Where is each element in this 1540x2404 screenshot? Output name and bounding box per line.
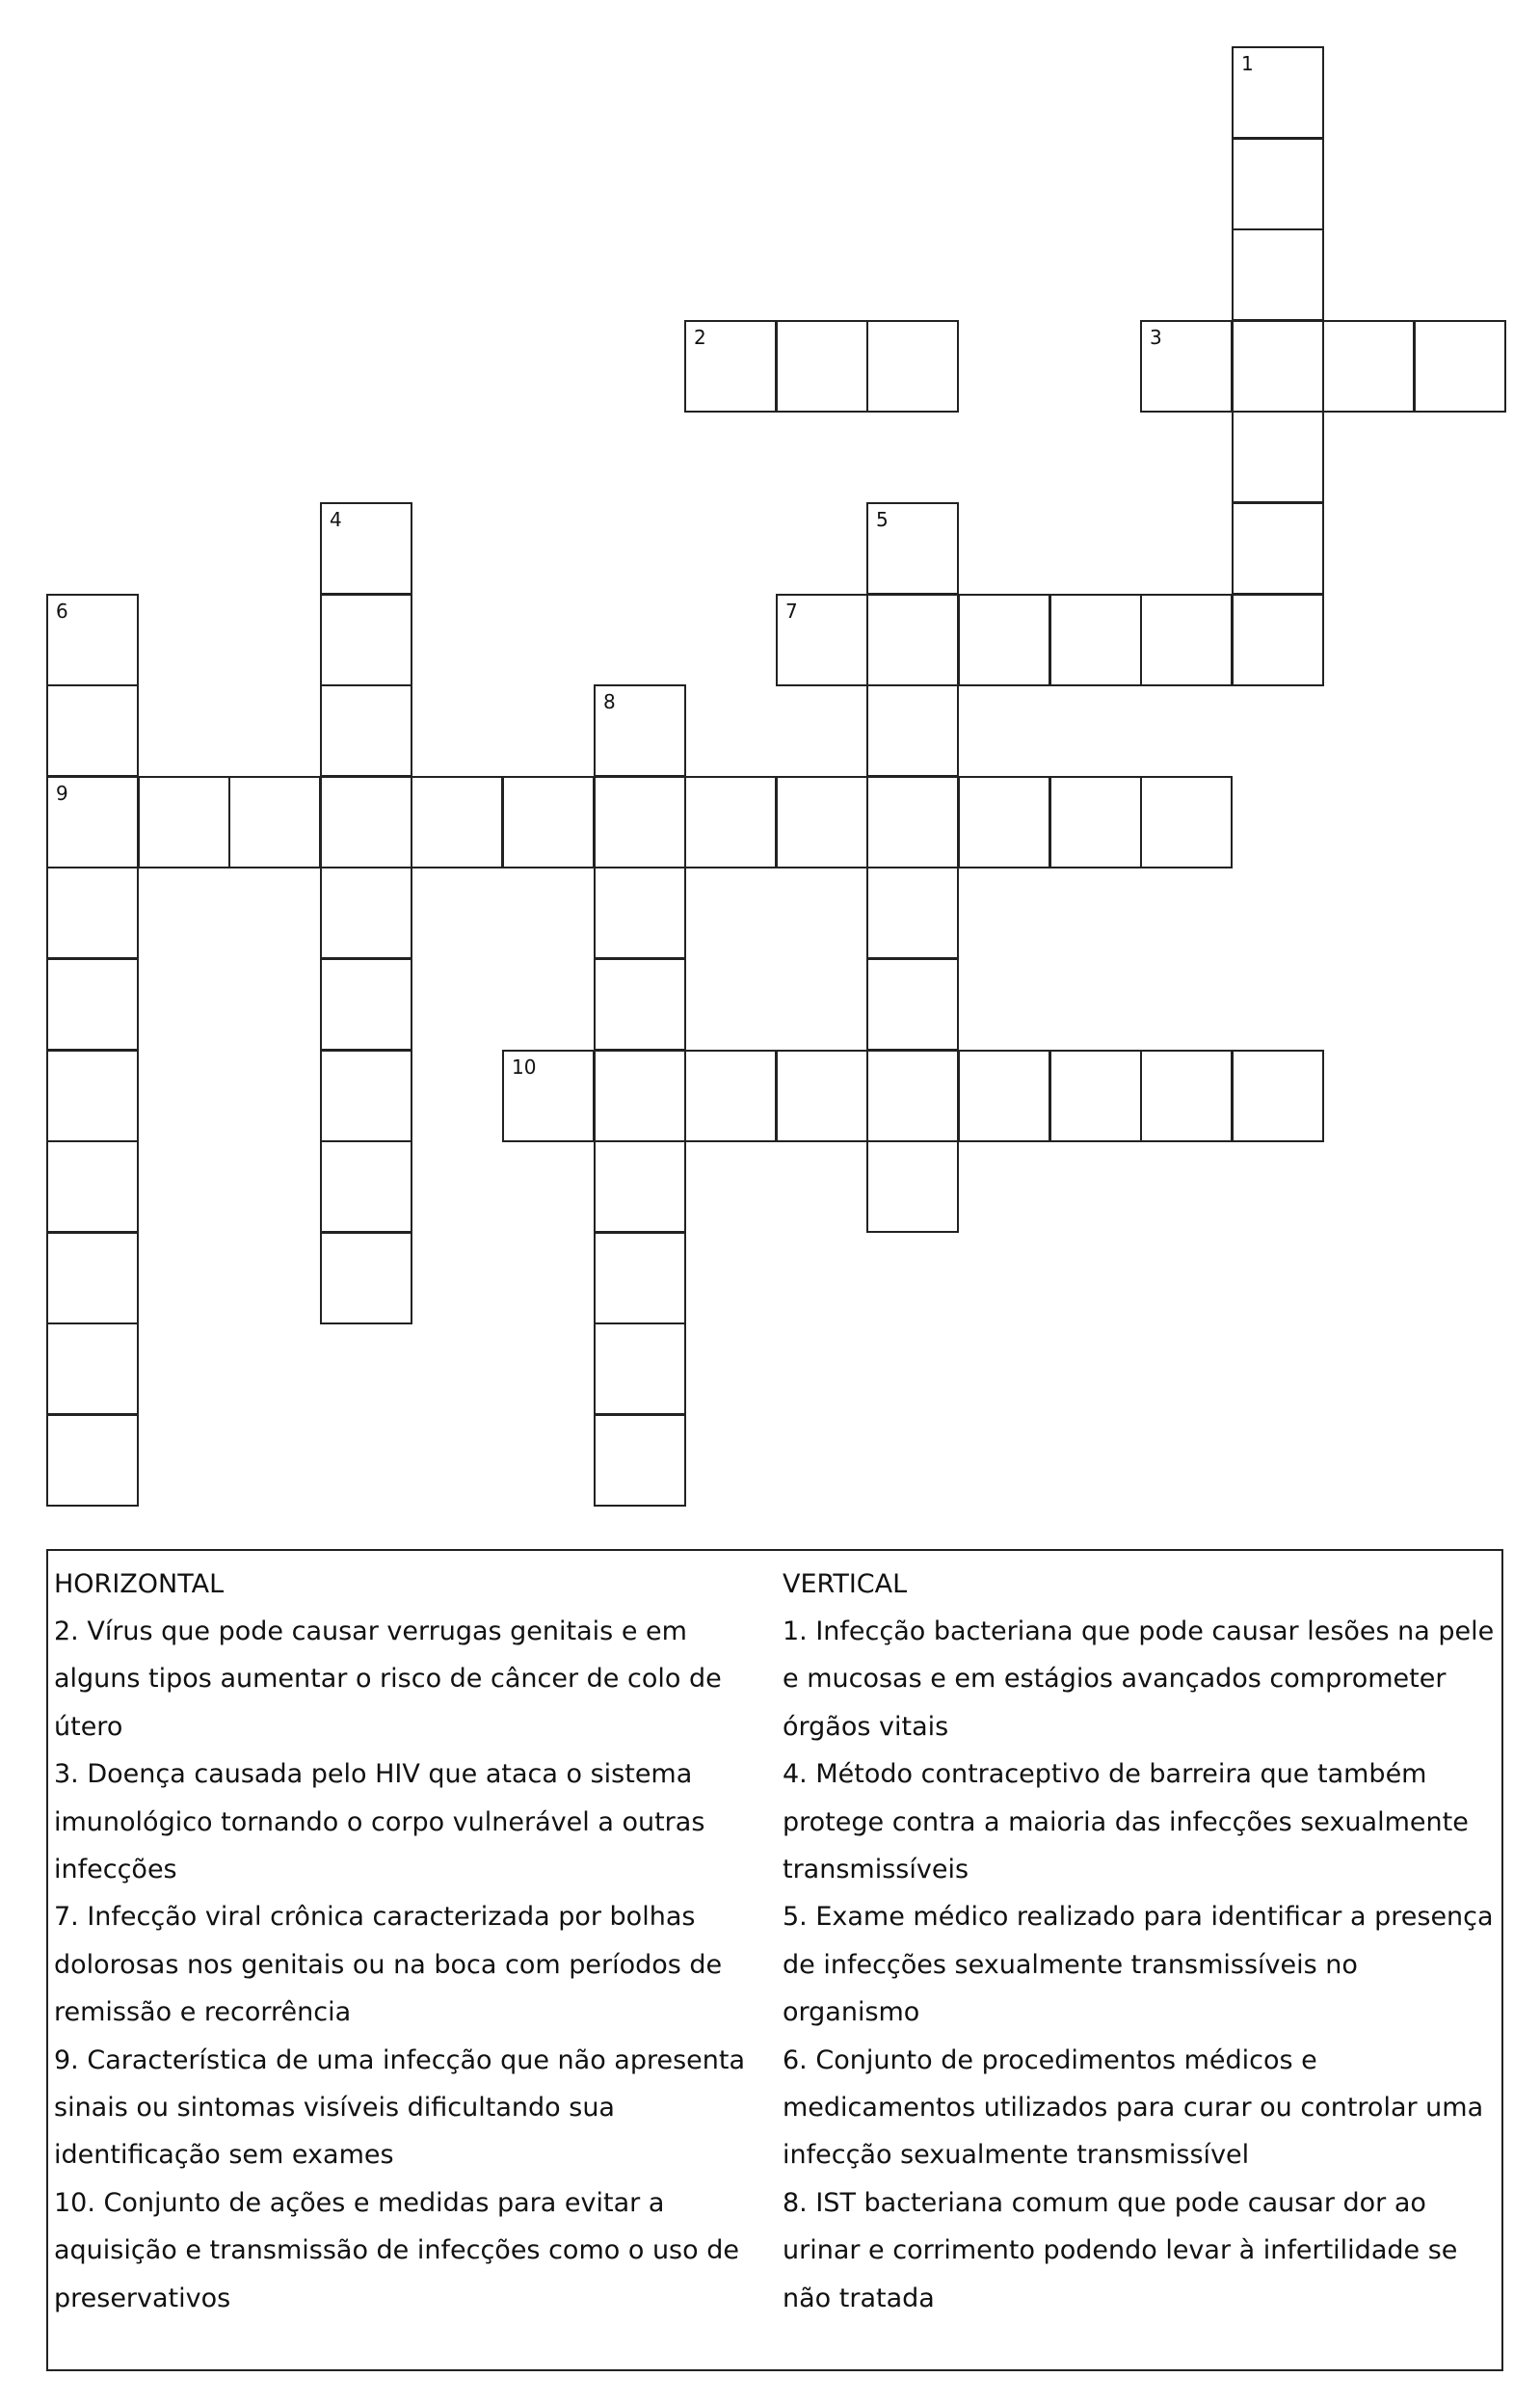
vertical-clue bbox=[783, 1608, 1500, 1750]
grid-cell[interactable] bbox=[594, 684, 686, 777]
grid-cell[interactable] bbox=[866, 867, 959, 959]
grid-cell[interactable] bbox=[1049, 594, 1142, 686]
grid-cell[interactable] bbox=[320, 1050, 412, 1142]
grid-cell[interactable] bbox=[320, 958, 412, 1051]
horizontal-heading: HORIZONTAL bbox=[54, 1569, 225, 1599]
grid-cell[interactable] bbox=[138, 776, 230, 868]
grid-cell[interactable] bbox=[776, 594, 868, 686]
grid-cell[interactable] bbox=[866, 958, 959, 1051]
clue-line: 5. Exame médico realizado para identificar a presença bbox=[783, 1902, 1494, 1933]
clue-line: de infecções sexualmente transmissíveis no organismo bbox=[783, 1949, 1358, 2028]
grid-cell[interactable] bbox=[594, 1140, 686, 1233]
grid-cell[interactable] bbox=[594, 776, 686, 868]
grid-cell[interactable] bbox=[1232, 411, 1324, 503]
grid-cell[interactable] bbox=[46, 594, 139, 686]
grid-cell[interactable] bbox=[1232, 1050, 1324, 1142]
horizontal-clue bbox=[54, 1750, 762, 1893]
grid-cell[interactable] bbox=[46, 1414, 139, 1507]
clue-line: 10. Conjunto de ações e medidas para evitar a bbox=[54, 2187, 665, 2218]
vertical-clue bbox=[783, 2037, 1500, 2179]
grid-cell[interactable] bbox=[320, 1232, 412, 1324]
grid-cell[interactable] bbox=[46, 1140, 139, 1233]
grid-cell[interactable] bbox=[46, 684, 139, 777]
vertical-clue-list bbox=[783, 1608, 1500, 2322]
grid-cell[interactable] bbox=[958, 594, 1050, 686]
grid-cell[interactable] bbox=[684, 320, 777, 413]
clue-number: 5 bbox=[876, 508, 889, 531]
clue-number: 3 bbox=[1150, 326, 1162, 349]
clue-line: alguns tipos aumentar o risco de câncer de colo de bbox=[54, 1664, 722, 1695]
clue-number: 8 bbox=[603, 690, 616, 713]
clue-line: transmissíveis bbox=[783, 1855, 969, 1885]
grid-cell[interactable] bbox=[46, 867, 139, 959]
clue-line: 1. Infecção bacteriana que pode causar lesões na pele bbox=[783, 1616, 1495, 1646]
grid-cell[interactable] bbox=[411, 776, 503, 868]
grid-cell[interactable] bbox=[502, 1050, 595, 1142]
grid-cell[interactable] bbox=[594, 1414, 686, 1507]
clue-line: 4. Método contraceptivo de barreira que também bbox=[783, 1759, 1427, 1790]
grid-cell[interactable] bbox=[1232, 320, 1324, 413]
grid-cell[interactable] bbox=[1232, 138, 1324, 230]
clue-number: 1 bbox=[1241, 52, 1254, 75]
grid-cell[interactable] bbox=[1049, 776, 1142, 868]
clue-line: aquisição e transmissão de infecções como o uso de bbox=[54, 2235, 739, 2266]
horizontal-clue bbox=[54, 1608, 762, 1750]
grid-cell[interactable] bbox=[1140, 1050, 1233, 1142]
clue-line: útero bbox=[54, 1711, 123, 1742]
grid-cell[interactable] bbox=[866, 1140, 959, 1233]
grid-cell[interactable] bbox=[502, 776, 595, 868]
clues-box bbox=[46, 1549, 1503, 2371]
clue-line: urinar e corrimento podendo levar à infertilidade se bbox=[783, 2235, 1458, 2266]
grid-cell[interactable] bbox=[1140, 594, 1233, 686]
clue-line: sinais ou sintomas visíveis dificultando sua bbox=[54, 2093, 615, 2124]
grid-cell[interactable] bbox=[866, 502, 959, 595]
grid-cell[interactable] bbox=[1232, 46, 1324, 139]
clue-number: 9 bbox=[56, 782, 68, 805]
grid-cell[interactable] bbox=[1322, 320, 1415, 413]
clue-number: 6 bbox=[56, 600, 68, 623]
grid-cell[interactable] bbox=[1232, 594, 1324, 686]
clue-line: identificação sem exames bbox=[54, 2140, 394, 2171]
horizontal-clue bbox=[54, 2037, 762, 2179]
grid-cell[interactable] bbox=[1232, 502, 1324, 595]
clue-line: medicamentos utilizados para curar ou controlar uma bbox=[783, 2093, 1484, 2124]
vertical-clue bbox=[783, 1893, 1500, 2036]
grid-cell[interactable] bbox=[1414, 320, 1506, 413]
clue-line: infecções bbox=[54, 1855, 177, 1885]
grid-cell[interactable] bbox=[958, 776, 1050, 868]
grid-cell[interactable] bbox=[684, 776, 777, 868]
grid-cell[interactable] bbox=[1049, 1050, 1142, 1142]
grid-cell[interactable] bbox=[320, 594, 412, 686]
grid-cell[interactable] bbox=[46, 776, 139, 868]
clue-line: imunológico tornando o corpo vulnerável a outras bbox=[54, 1806, 705, 1837]
clue-line: protege contra a maioria das infecções sexualmente bbox=[783, 1806, 1469, 1837]
grid-cell[interactable] bbox=[866, 320, 959, 413]
grid-cell[interactable] bbox=[1140, 776, 1233, 868]
clue-line: 7. Infecção viral crônica caracterizada por bolhas bbox=[54, 1902, 696, 1933]
grid-cell[interactable] bbox=[228, 776, 321, 868]
grid-cell[interactable] bbox=[866, 594, 959, 686]
horizontal-clue-list bbox=[54, 1608, 762, 2322]
clue-line: 8. IST bacteriana comum que pode causar dor ao bbox=[783, 2187, 1426, 2218]
grid-cell[interactable] bbox=[594, 1232, 686, 1324]
clue-line: dolorosas nos genitais ou na boca com períodos de bbox=[54, 1949, 723, 1980]
vertical-clue bbox=[783, 2179, 1500, 2322]
clue-number: 10 bbox=[512, 1055, 537, 1079]
grid-cell[interactable] bbox=[866, 1050, 959, 1142]
grid-cell[interactable] bbox=[594, 1322, 686, 1415]
grid-cell[interactable] bbox=[320, 776, 412, 868]
grid-cell[interactable] bbox=[46, 958, 139, 1051]
grid-cell[interactable] bbox=[684, 1050, 777, 1142]
clue-line: 3. Doença causada pelo HIV que ataca o sistema bbox=[54, 1759, 693, 1790]
grid-cell[interactable] bbox=[320, 1140, 412, 1233]
grid-cell[interactable] bbox=[320, 867, 412, 959]
grid-cell[interactable] bbox=[594, 958, 686, 1051]
grid-cell[interactable] bbox=[1140, 320, 1233, 413]
clue-line: e mucosas e em estágios avançados comprometer bbox=[783, 1664, 1447, 1695]
grid-cell[interactable] bbox=[46, 1232, 139, 1324]
vertical-heading: VERTICAL bbox=[783, 1569, 908, 1599]
horizontal-clues bbox=[54, 1561, 762, 2322]
grid-cell[interactable] bbox=[776, 1050, 868, 1142]
grid-cell[interactable] bbox=[46, 1322, 139, 1415]
grid-cell[interactable] bbox=[776, 776, 868, 868]
clue-line: não tratada bbox=[783, 2283, 935, 2313]
clue-number: 7 bbox=[785, 600, 798, 623]
grid-cell[interactable] bbox=[776, 320, 868, 413]
horizontal-clue bbox=[54, 1893, 762, 2036]
horizontal-clue bbox=[54, 2179, 762, 2322]
clue-line: 6. Conjunto de procedimentos médicos e bbox=[783, 2044, 1317, 2075]
clue-line: preservativos bbox=[54, 2283, 231, 2313]
grid-cell[interactable] bbox=[866, 776, 959, 868]
grid-cell[interactable] bbox=[46, 1050, 139, 1142]
grid-cell[interactable] bbox=[1232, 228, 1324, 321]
grid-cell[interactable] bbox=[320, 684, 412, 777]
grid-cell[interactable] bbox=[320, 502, 412, 595]
grid-cell[interactable] bbox=[594, 1050, 686, 1142]
clue-number: 4 bbox=[330, 508, 342, 531]
clue-number: 2 bbox=[694, 326, 706, 349]
clue-line: 2. Vírus que pode causar verrugas genitais e em bbox=[54, 1616, 687, 1646]
grid-cell[interactable] bbox=[958, 1050, 1050, 1142]
clue-line: remissão e recorrência bbox=[54, 1997, 352, 2028]
vertical-clue bbox=[783, 1750, 1500, 1893]
clue-line: infecção sexualmente transmissível bbox=[783, 2140, 1250, 2171]
vertical-clues bbox=[783, 1561, 1500, 2322]
clue-line: órgãos vitais bbox=[783, 1711, 949, 1742]
grid-cell[interactable] bbox=[866, 684, 959, 777]
clue-line: 9. Característica de uma infecção que não apresenta bbox=[54, 2044, 746, 2075]
grid-cell[interactable] bbox=[594, 867, 686, 959]
